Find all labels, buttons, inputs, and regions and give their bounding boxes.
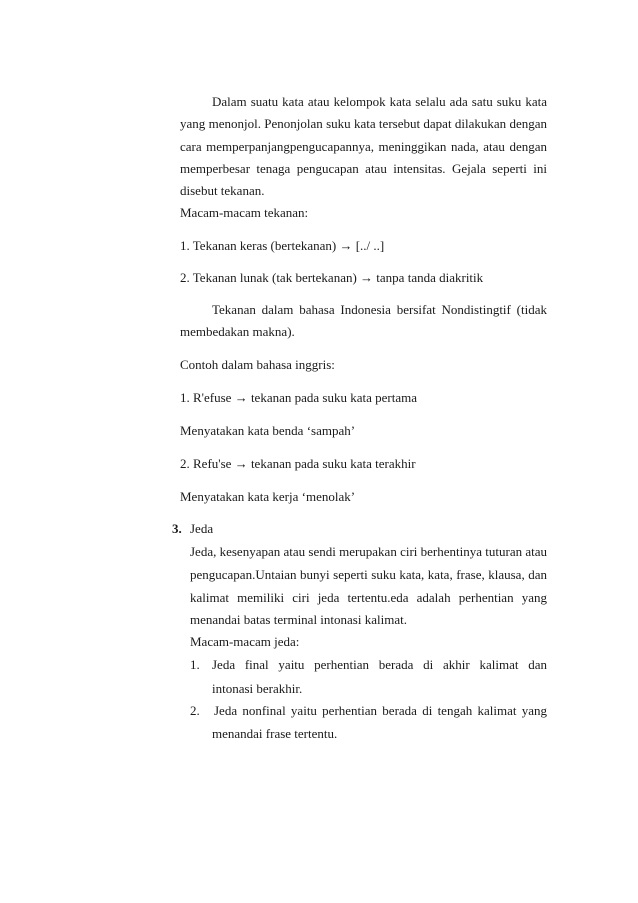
text-line: disebut tekanan. (180, 183, 265, 198)
text-line: Jeda, kesenyapan atau sendi merupakan ciri berhentinya tuturan atau (190, 544, 547, 559)
text-line: Jeda final yaitu perhentian berada di akhir kalimat dan (212, 657, 547, 672)
example-refuse-verb: 2. Refu'se → tekanan pada suku kata terakhir (180, 456, 416, 471)
list-number: 1. (190, 657, 200, 672)
text-line: yang menonjol. Penonjolan suku kata tersebut dapat dilakukan dengan (180, 116, 547, 131)
list-item-tekanan-keras: 1. Tekanan keras (bertekanan) → [../ ..] (180, 238, 385, 253)
text-line: Jeda nonfinal yaitu perhentian berada di tengah kalimat yang (214, 703, 547, 718)
text-line: membedakan makna). (180, 324, 295, 339)
section-title: Jeda (190, 521, 214, 536)
example-refuse-noun: 1. R'efuse → tekanan pada suku kata pertama (180, 390, 417, 405)
list-number: 2. (190, 703, 200, 718)
text-line: Dalam suatu kata atau kelompok kata selalu ada satu suku kata (212, 94, 547, 109)
text-line: menandai batas terminal intonasi kalimat. (190, 612, 407, 627)
example-refuse-verb-meaning: Menyatakan kata kerja ‘menolak’ (180, 489, 356, 504)
text-line: memperbesar tenaga pengucapan atau intensitas. Gejala seperti ini (180, 161, 547, 176)
text-line: kalimat memiliki ciri jeda tertentu.eda adalah perhentian yang (190, 590, 547, 605)
heading-contoh: Contoh dalam bahasa inggris: (180, 357, 335, 372)
text-line: Tekanan dalam bahasa Indonesia bersifat Nondistingtif (tidak (212, 302, 547, 317)
text-line: menandai frase tertentu. (212, 726, 338, 741)
heading-macam-jeda: Macam-macam jeda: (190, 634, 300, 649)
list-item-tekanan-lunak: 2. Tekanan lunak (tak bertekanan) → tanpa tanda diakritik (180, 270, 484, 285)
text-line: pengucapan.Untaian bunyi seperti suku kata, kata, frase, klausa, dan (190, 567, 547, 582)
text-line: intonasi berakhir. (212, 681, 303, 696)
text-line: cara memperpanjangpengucapannya, meninggikan nada, atau dengan (180, 139, 547, 154)
heading-macam-tekanan: Macam-macam tekanan: (180, 205, 309, 220)
section-number: 3. (172, 521, 182, 536)
example-refuse-noun-meaning: Menyatakan kata benda ‘sampah’ (180, 423, 356, 438)
